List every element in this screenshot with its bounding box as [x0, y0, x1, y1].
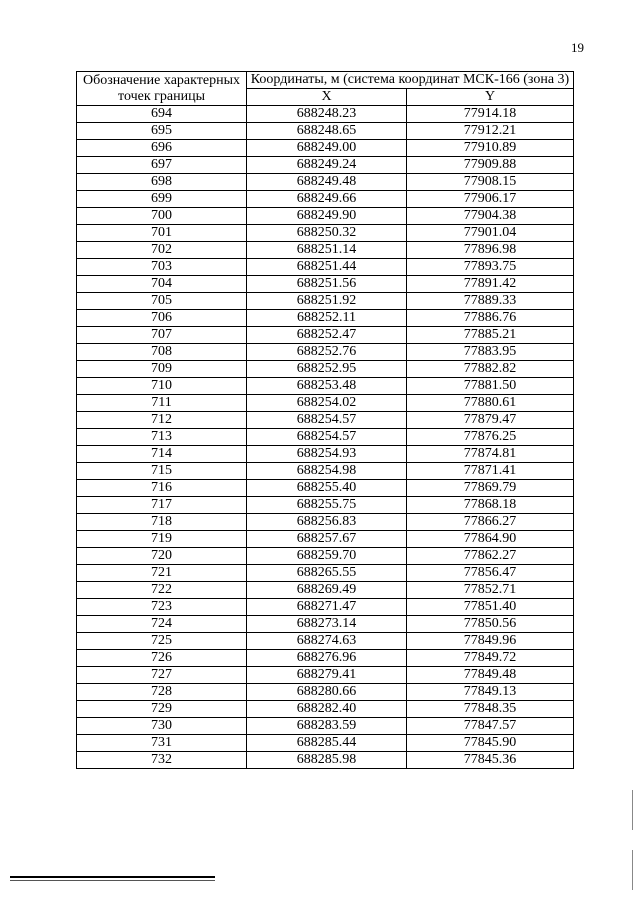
y-coordinate-cell: 77910.89	[407, 140, 574, 157]
y-coordinate-cell: 77871.41	[407, 463, 574, 480]
x-coordinate-cell: 688254.98	[247, 463, 407, 480]
point-number-cell: 720	[77, 548, 247, 565]
x-coordinate-cell: 688279.41	[247, 667, 407, 684]
y-coordinate-cell: 77908.15	[407, 174, 574, 191]
x-coordinate-cell: 688252.47	[247, 327, 407, 344]
point-number-cell: 708	[77, 344, 247, 361]
point-number-cell: 732	[77, 752, 247, 769]
y-coordinate-cell: 77851.40	[407, 599, 574, 616]
y-coordinate-cell: 77845.90	[407, 735, 574, 752]
y-coordinate-cell: 77847.57	[407, 718, 574, 735]
x-coordinate-cell: 688256.83	[247, 514, 407, 531]
x-coordinate-cell: 688254.57	[247, 412, 407, 429]
point-number-cell: 730	[77, 718, 247, 735]
point-number-cell: 724	[77, 616, 247, 633]
x-coordinate-cell: 688254.93	[247, 446, 407, 463]
table-row	[77, 446, 574, 463]
table-row	[77, 633, 574, 650]
x-coordinate-cell: 688282.40	[247, 701, 407, 718]
y-coordinate-cell: 77848.35	[407, 701, 574, 718]
x-coordinate-cell: 688283.59	[247, 718, 407, 735]
y-coordinate-cell: 77889.33	[407, 293, 574, 310]
y-coordinate-cell: 77901.04	[407, 225, 574, 242]
x-coordinate-cell: 688257.67	[247, 531, 407, 548]
table-row	[77, 616, 574, 633]
x-coordinate-cell: 688248.65	[247, 123, 407, 140]
table-row	[77, 174, 574, 191]
point-number-cell: 728	[77, 684, 247, 701]
point-number-cell: 718	[77, 514, 247, 531]
table-row	[77, 344, 574, 361]
x-coordinate-cell: 688253.48	[247, 378, 407, 395]
table-row	[77, 259, 574, 276]
point-number-cell: 715	[77, 463, 247, 480]
x-coordinate-cell: 688252.11	[247, 310, 407, 327]
x-coordinate-cell: 688280.66	[247, 684, 407, 701]
point-number-cell: 704	[77, 276, 247, 293]
y-coordinate-cell: 77906.17	[407, 191, 574, 208]
table-row	[77, 531, 574, 548]
point-number-cell: 714	[77, 446, 247, 463]
table-row	[77, 429, 574, 446]
point-number-cell: 695	[77, 123, 247, 140]
y-coordinate-cell: 77912.21	[407, 123, 574, 140]
point-number-cell: 726	[77, 650, 247, 667]
x-coordinate-cell: 688255.75	[247, 497, 407, 514]
x-coordinate-cell: 688248.23	[247, 106, 407, 123]
footer-rule	[10, 876, 215, 878]
point-number-cell: 703	[77, 259, 247, 276]
table-row	[77, 106, 574, 123]
x-coordinate-cell: 688276.96	[247, 650, 407, 667]
y-coordinate-cell: 77893.75	[407, 259, 574, 276]
y-coordinate-cell: 77876.25	[407, 429, 574, 446]
y-coordinate-cell: 77849.96	[407, 633, 574, 650]
point-number-cell: 717	[77, 497, 247, 514]
point-number-cell: 711	[77, 395, 247, 412]
point-number-cell: 694	[77, 106, 247, 123]
y-coordinate-cell: 77886.76	[407, 310, 574, 327]
table-row	[77, 480, 574, 497]
point-number-cell: 729	[77, 701, 247, 718]
y-coordinate-cell: 77882.82	[407, 361, 574, 378]
x-coordinate-cell: 688271.47	[247, 599, 407, 616]
x-coordinate-cell: 688251.56	[247, 276, 407, 293]
y-coordinate-cell: 77862.27	[407, 548, 574, 565]
page-number: 19	[571, 40, 584, 55]
x-column-header: X	[247, 89, 407, 106]
y-coordinate-cell: 77845.36	[407, 752, 574, 769]
x-coordinate-cell: 688274.63	[247, 633, 407, 650]
table-row	[77, 208, 574, 225]
x-coordinate-cell: 688249.00	[247, 140, 407, 157]
table-row	[77, 701, 574, 718]
point-designation-header: Обозначение характерных точек границы	[77, 72, 247, 106]
table-row	[77, 565, 574, 582]
point-number-cell: 716	[77, 480, 247, 497]
point-number-cell: 706	[77, 310, 247, 327]
point-number-cell: 713	[77, 429, 247, 446]
x-coordinate-cell: 688252.95	[247, 361, 407, 378]
table-row	[77, 327, 574, 344]
table-row	[77, 276, 574, 293]
point-number-cell: 700	[77, 208, 247, 225]
x-coordinate-cell: 688251.14	[247, 242, 407, 259]
x-coordinate-cell: 688265.55	[247, 565, 407, 582]
x-coordinate-cell: 688252.76	[247, 344, 407, 361]
point-number-cell: 696	[77, 140, 247, 157]
y-coordinate-cell: 77856.47	[407, 565, 574, 582]
point-number-cell: 727	[77, 667, 247, 684]
point-number-cell: 721	[77, 565, 247, 582]
x-coordinate-cell: 688285.44	[247, 735, 407, 752]
y-coordinate-cell: 77883.95	[407, 344, 574, 361]
y-coordinate-cell: 77885.21	[407, 327, 574, 344]
y-coordinate-cell: 77881.50	[407, 378, 574, 395]
table-row	[77, 684, 574, 701]
point-number-cell: 699	[77, 191, 247, 208]
y-coordinate-cell: 77850.56	[407, 616, 574, 633]
y-coordinate-cell: 77864.90	[407, 531, 574, 548]
point-number-cell: 705	[77, 293, 247, 310]
point-number-cell: 722	[77, 582, 247, 599]
point-number-cell: 719	[77, 531, 247, 548]
coordinates-header: Координаты, м (система координат МСК-166 (зона 3)	[247, 72, 574, 89]
x-coordinate-cell: 688255.40	[247, 480, 407, 497]
y-coordinate-cell: 77866.27	[407, 514, 574, 531]
table-row	[77, 752, 574, 769]
point-number-cell: 723	[77, 599, 247, 616]
point-number-cell: 710	[77, 378, 247, 395]
point-number-cell: 698	[77, 174, 247, 191]
margin-scan-mark	[632, 850, 633, 890]
table-body	[77, 106, 574, 769]
table-row	[77, 395, 574, 412]
y-coordinate-cell: 77914.18	[407, 106, 574, 123]
table-row	[77, 718, 574, 735]
y-coordinate-cell: 77852.71	[407, 582, 574, 599]
table-row	[77, 157, 574, 174]
table-row	[77, 599, 574, 616]
y-coordinate-cell: 77909.88	[407, 157, 574, 174]
table-row	[77, 497, 574, 514]
y-coordinate-cell: 77849.72	[407, 650, 574, 667]
margin-scan-mark	[632, 790, 633, 830]
x-coordinate-cell: 688249.48	[247, 174, 407, 191]
table-row	[77, 514, 574, 531]
table-row	[77, 735, 574, 752]
table-row	[77, 123, 574, 140]
x-coordinate-cell: 688259.70	[247, 548, 407, 565]
point-number-cell: 725	[77, 633, 247, 650]
x-coordinate-cell: 688273.14	[247, 616, 407, 633]
table-row	[77, 191, 574, 208]
point-number-cell: 697	[77, 157, 247, 174]
table-row	[77, 650, 574, 667]
point-number-cell: 707	[77, 327, 247, 344]
y-coordinate-cell: 77869.79	[407, 480, 574, 497]
y-coordinate-cell: 77879.47	[407, 412, 574, 429]
x-coordinate-cell: 688249.66	[247, 191, 407, 208]
x-coordinate-cell: 688269.49	[247, 582, 407, 599]
point-number-cell: 712	[77, 412, 247, 429]
y-coordinate-cell: 77891.42	[407, 276, 574, 293]
x-coordinate-cell: 688285.98	[247, 752, 407, 769]
y-coordinate-cell: 77849.13	[407, 684, 574, 701]
table-row	[77, 548, 574, 565]
y-coordinate-cell: 77904.38	[407, 208, 574, 225]
coordinates-table	[76, 71, 574, 769]
table-row	[77, 310, 574, 327]
point-number-cell: 731	[77, 735, 247, 752]
y-coordinate-cell: 77868.18	[407, 497, 574, 514]
point-number-cell: 701	[77, 225, 247, 242]
table-row	[77, 225, 574, 242]
x-coordinate-cell: 688251.92	[247, 293, 407, 310]
table-row	[77, 361, 574, 378]
y-coordinate-cell: 77849.48	[407, 667, 574, 684]
x-coordinate-cell: 688249.24	[247, 157, 407, 174]
table-row	[77, 667, 574, 684]
y-coordinate-cell: 77880.61	[407, 395, 574, 412]
table-row	[77, 463, 574, 480]
x-coordinate-cell: 688250.32	[247, 225, 407, 242]
point-number-cell: 702	[77, 242, 247, 259]
table-row	[77, 582, 574, 599]
y-coordinate-cell: 77874.81	[407, 446, 574, 463]
table-row	[77, 140, 574, 157]
table-row	[77, 378, 574, 395]
table-row	[77, 293, 574, 310]
x-coordinate-cell: 688251.44	[247, 259, 407, 276]
footer-rule-thin	[10, 880, 215, 881]
y-column-header: Y	[407, 89, 574, 106]
x-coordinate-cell: 688254.02	[247, 395, 407, 412]
point-number-cell: 709	[77, 361, 247, 378]
y-coordinate-cell: 77896.98	[407, 242, 574, 259]
table-row	[77, 412, 574, 429]
x-coordinate-cell: 688249.90	[247, 208, 407, 225]
x-coordinate-cell: 688254.57	[247, 429, 407, 446]
table-row	[77, 242, 574, 259]
